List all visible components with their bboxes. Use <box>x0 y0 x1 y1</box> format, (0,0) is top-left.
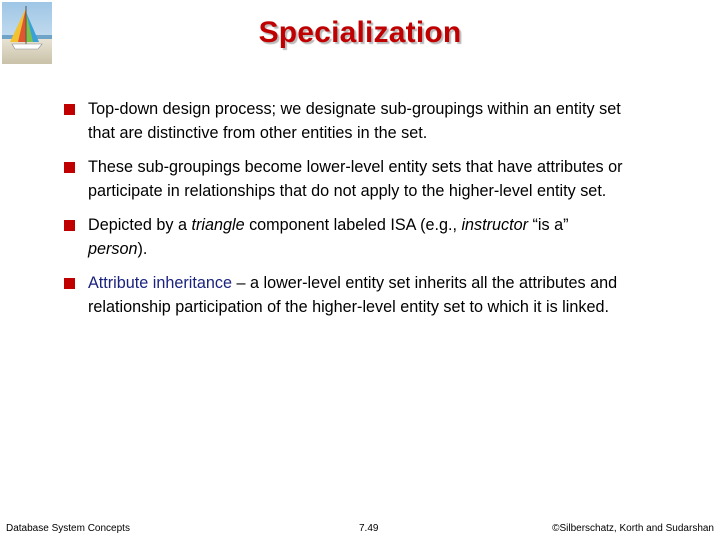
bullet-text: Top-down design process; we designate sub-groupings within an entity set that are distinctive from other entities in the set. <box>88 100 621 142</box>
emphasis-triangle: triangle <box>191 216 245 234</box>
bullet-item <box>64 272 624 319</box>
emphasis-person: person <box>88 239 138 258</box>
bullet-list <box>64 98 624 330</box>
footer-book-title: Database System Concepts <box>6 523 130 534</box>
footer-page-number: 7.49 <box>359 523 379 534</box>
square-bullet-icon <box>64 162 75 173</box>
bullet-item <box>64 214 624 261</box>
square-bullet-icon <box>64 104 75 115</box>
square-bullet-icon <box>64 220 75 231</box>
footer-copyright: ©Silberschatz, Korth and Sudarshan <box>552 523 714 534</box>
bullet-text: Depicted by a triangle component labeled ISA (e.g., instructor “is a” person). <box>88 216 569 258</box>
bullet-text: Attribute inheritance – a lower-level entity set inherits all the attributes and relationship participation of the higher-level entity set to which it is linked. <box>88 274 618 316</box>
emphasis-instructor: instructor <box>461 216 529 234</box>
bullet-text: These sub-groupings become lower-level entity sets that have attributes or participate in relationships that do not apply to the higher-level entity set. <box>88 158 623 200</box>
slide-title: Specialization <box>258 16 462 49</box>
bullet-item <box>64 98 624 145</box>
square-bullet-icon <box>64 278 75 289</box>
highlight-term: Attribute inheritance <box>88 274 232 292</box>
bullet-item <box>64 156 624 203</box>
